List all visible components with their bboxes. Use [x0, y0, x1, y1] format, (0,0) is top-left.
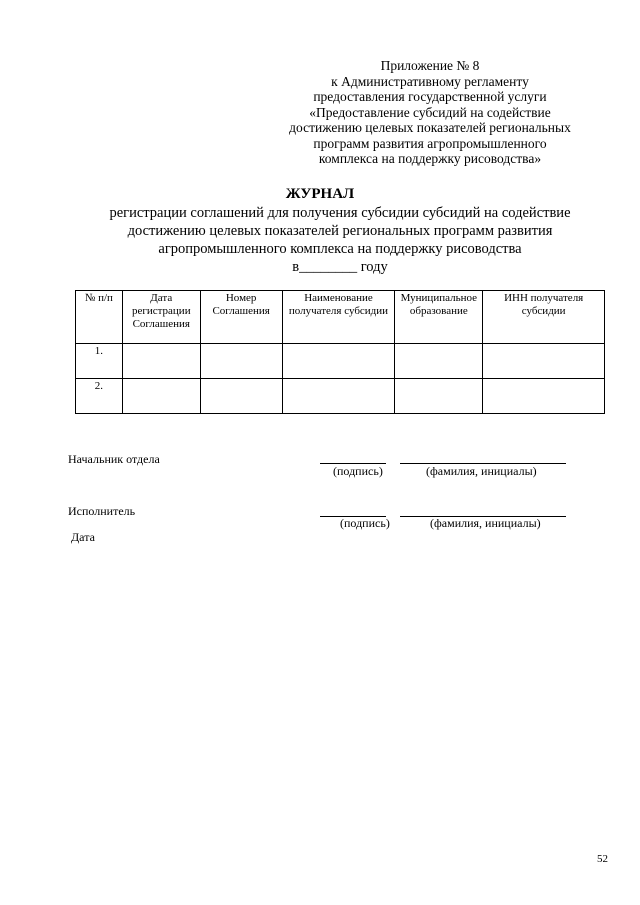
date-label: Дата	[71, 530, 95, 544]
column-header-recipient-inn: ИНН получателя субсидии	[483, 291, 605, 344]
table-cell	[282, 344, 395, 379]
column-header-recipient-name: Наименование получателя субсидии	[282, 291, 395, 344]
page-number: 52	[597, 853, 608, 865]
table-row	[76, 379, 605, 414]
appendix-header	[270, 58, 590, 167]
table-cell	[122, 379, 200, 414]
document-title: ЖУРНАЛ	[285, 186, 355, 202]
appendix-line: достижению целевых показателей региональных	[289, 120, 571, 135]
column-header-municipality: Муниципальное образование	[395, 291, 483, 344]
column-header-number: № п/п	[76, 291, 123, 344]
executor-name-caption: (фамилия, инициалы)	[430, 516, 541, 530]
subtitle-line: достижению целевых показателей региональных программ развития	[127, 223, 553, 239]
head-signature-caption: (подпись)	[333, 464, 383, 478]
appendix-line: программ развития агропромышленного	[313, 135, 547, 151]
table-cell	[200, 344, 282, 379]
appendix-line: комплекса на поддержку рисоводства»	[318, 151, 542, 166]
table-row	[76, 344, 605, 379]
table-cell: 2.	[76, 379, 123, 414]
table-cell: 1.	[76, 344, 123, 379]
subtitle-year-line: в________ году	[292, 259, 388, 275]
head-name-caption: (фамилия, инициалы)	[426, 464, 537, 478]
table-cell	[395, 379, 483, 414]
column-header-agreement-number: Номер Соглашения	[200, 291, 282, 344]
column-header-registration-date: Дата регистрации Соглашения	[122, 291, 200, 344]
appendix-line: «Предоставление субсидий на содействие	[309, 104, 551, 120]
appendix-line: Приложение № 8	[380, 58, 480, 73]
document-subtitle	[70, 204, 610, 276]
appendix-line: предоставления государственной услуги	[313, 89, 547, 104]
executor-label: Исполнитель	[68, 504, 136, 518]
table-cell	[122, 344, 200, 379]
table-cell	[483, 379, 605, 414]
table-cell	[282, 379, 395, 414]
table-cell	[200, 379, 282, 414]
subtitle-line: регистрации соглашений для получения субсидии субсидий на содействие	[109, 205, 571, 221]
head-of-department-label: Начальник отдела	[68, 452, 160, 466]
journal-table	[75, 290, 605, 414]
executor-signature-caption: (подпись)	[340, 516, 390, 530]
subtitle-line: агропромышленного комплекса на поддержку рисоводства	[158, 241, 522, 257]
table-header-row	[76, 291, 605, 344]
table-cell	[483, 344, 605, 379]
table-cell	[395, 344, 483, 379]
appendix-line: к Административному регламенту	[331, 73, 529, 89]
